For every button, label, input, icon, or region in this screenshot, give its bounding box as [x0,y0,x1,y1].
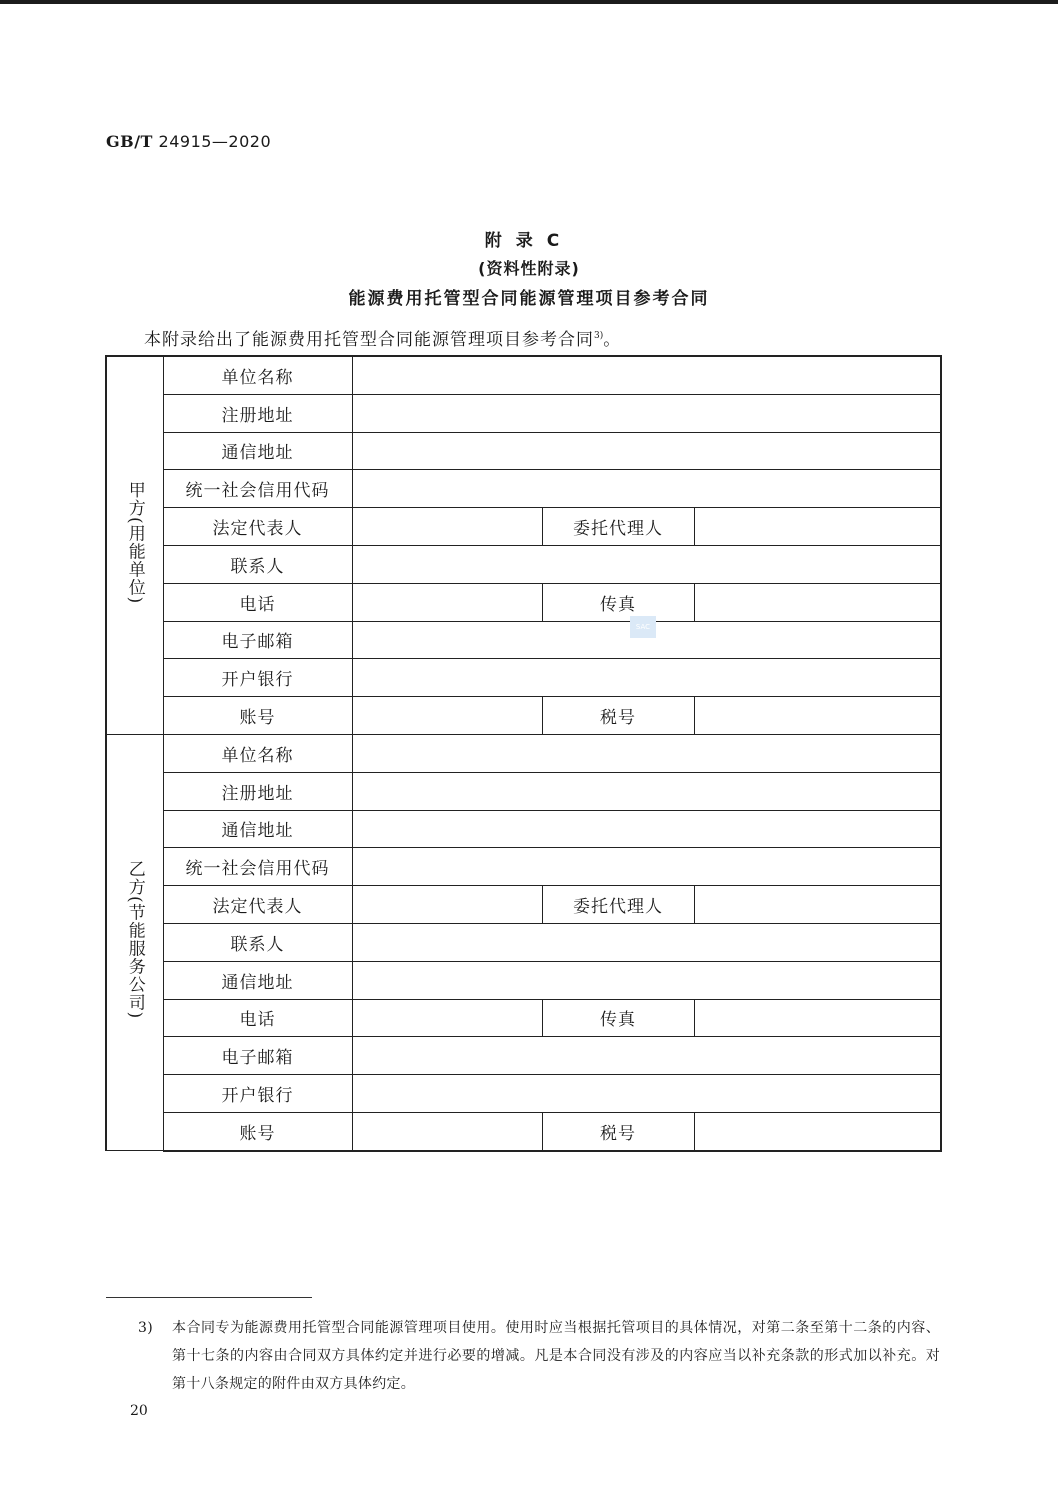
field-label: 开户银行 [163,659,352,697]
table-row [106,470,941,508]
page-number: 20 [130,1403,148,1419]
table-row [106,848,941,886]
party-info-table-body [106,356,941,1151]
field-label: 电子邮箱 [163,621,352,659]
intro-paragraph [144,325,621,350]
field-label-secondary: 税号 [542,1112,694,1150]
footnote-ref: 3) [594,331,604,341]
party-a-label-cell [106,356,163,734]
field-value-secondary[interactable] [694,886,941,924]
field-value[interactable] [352,659,941,697]
field-value[interactable] [352,734,941,772]
field-label: 开户银行 [163,1075,352,1113]
field-label: 联系人 [163,545,352,583]
field-value[interactable] [352,1075,941,1113]
footnote-rule [106,1297,312,1298]
table-row [106,1112,941,1150]
field-label: 通信地址 [163,432,352,470]
party-info-table [105,355,942,1152]
field-value[interactable] [352,508,542,546]
field-label: 注册地址 [163,772,352,810]
intro-text: 本附录给出了能源费用托管型合同能源管理项目参考合同 [144,330,594,350]
field-label: 通信地址 [163,961,352,999]
table-row [106,1075,941,1113]
table-row [106,999,941,1037]
table-row [106,621,941,659]
table-row [106,923,941,961]
standard-number: 24915—2020 [158,132,272,151]
field-value[interactable] [352,394,941,432]
field-label: 账号 [163,1112,352,1150]
appendix-name: 能源费用托管型合同能源管理项目参考合同 [348,289,710,309]
field-label: 电子邮箱 [163,1037,352,1075]
watermark: SAC [630,616,656,638]
field-value[interactable] [352,697,542,735]
field-value[interactable] [352,356,941,394]
top-border [0,0,1058,4]
table-row [106,697,941,735]
field-value[interactable] [352,999,542,1037]
standard-header [106,132,271,151]
party-label: 甲方(用能单位) [124,481,145,605]
field-label: 法定代表人 [163,886,352,924]
appendix-subtitle: (资料性附录) [478,259,580,278]
party-b-label-cell [106,734,163,1150]
field-value[interactable] [352,886,542,924]
field-value[interactable] [352,583,542,621]
table-row [106,734,941,772]
table-row [106,583,941,621]
field-label: 电话 [163,999,352,1037]
field-value-secondary[interactable] [694,508,941,546]
appendix-title: 附录C [484,231,574,251]
table-row [106,772,941,810]
field-value-secondary[interactable] [694,999,941,1037]
table-row [106,432,941,470]
field-label: 账号 [163,697,352,735]
table-row [106,810,941,848]
table-row [106,508,941,546]
field-label: 单位名称 [163,734,352,772]
field-value[interactable] [352,923,941,961]
standard-code: GB/T [106,132,153,151]
table-row [106,545,941,583]
field-label-secondary: 委托代理人 [542,508,694,546]
field-label: 法定代表人 [163,508,352,546]
table-row [106,394,941,432]
table-row [106,1037,941,1075]
field-value-secondary[interactable] [694,1112,941,1150]
field-value[interactable] [352,470,941,508]
field-label-secondary: 传真 [542,999,694,1037]
field-value[interactable] [352,432,941,470]
field-label: 通信地址 [163,810,352,848]
field-label: 统一社会信用代码 [163,848,352,886]
intro-end: 。 [603,330,622,350]
field-label-secondary: 传真 [542,583,694,621]
field-value-secondary[interactable] [694,697,941,735]
footnote [138,1314,940,1398]
field-label-secondary: 税号 [542,697,694,735]
field-label: 单位名称 [163,356,352,394]
field-value[interactable] [352,810,941,848]
footnote-text: 本合同专为能源费用托管型合同能源管理项目使用。使用时应当根据托管项目的具体情况，对第二条至第十二条的内容、第十七条的内容由合同双方具体约定并进行必要的增减。凡是本合同没有涉及的内容应当以补充条款的形式加以补充。对第十八条规定的附件由双方具体约定。 [172,1320,940,1392]
table-row [106,886,941,924]
field-label: 注册地址 [163,394,352,432]
field-value[interactable] [352,1037,941,1075]
field-value-secondary[interactable] [694,583,941,621]
field-label: 电话 [163,583,352,621]
table-row [106,356,941,394]
field-value[interactable] [352,545,941,583]
field-value[interactable] [352,848,941,886]
field-label-secondary: 委托代理人 [542,886,694,924]
table-row [106,961,941,999]
field-value[interactable] [352,1112,542,1150]
field-label: 统一社会信用代码 [163,470,352,508]
footnote-number: 3) [138,1320,153,1336]
table-row [106,659,941,697]
field-value[interactable] [352,961,941,999]
party-label: 乙方(节能服务公司) [124,860,145,1020]
field-label: 联系人 [163,923,352,961]
field-value[interactable] [352,772,941,810]
